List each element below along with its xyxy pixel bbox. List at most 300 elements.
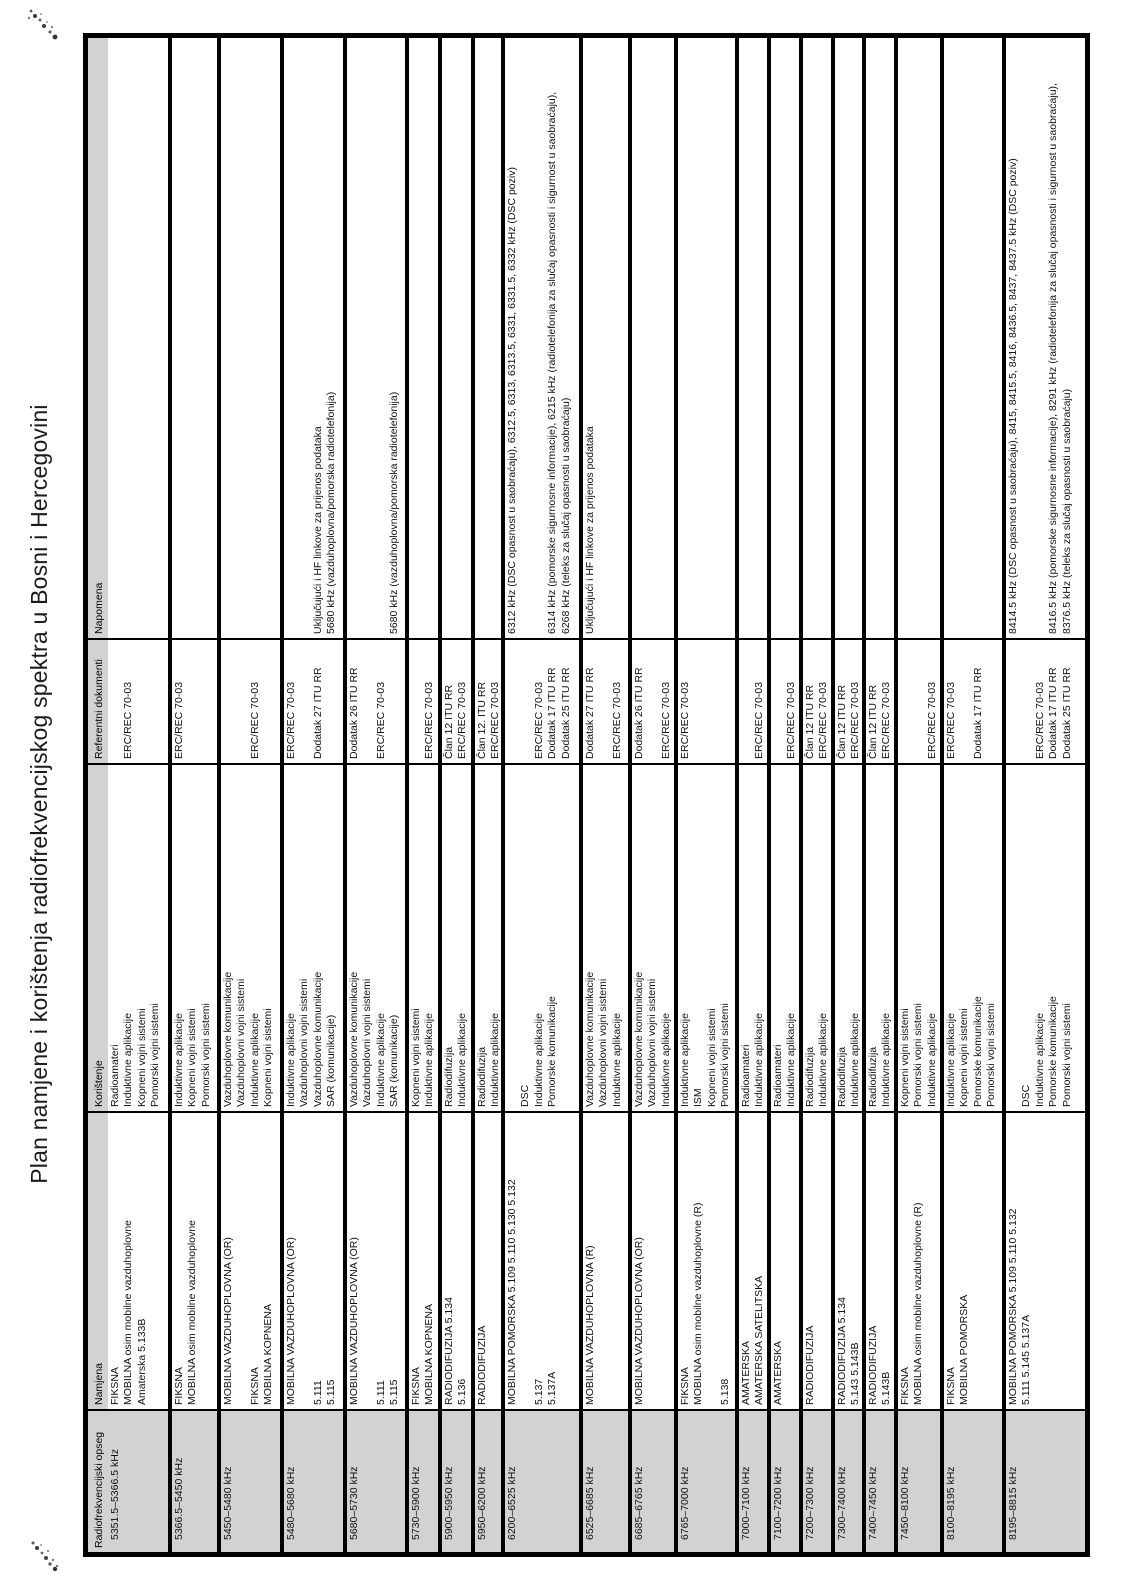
cell-text-line: 6312 kHz (DSC opasnost u saobraćaju), 6312.5, 6313, 6313.5, 6331, 6331.5, 6332 kHz (DSC poziv): [506, 167, 518, 634]
cell-frequency-range: [475, 1409, 501, 1552]
cell-text-line: ERC/REC 70-03: [285, 681, 297, 759]
cell-napomena: [1006, 38, 1085, 638]
cell-referentni-dokumenti: [771, 638, 799, 763]
cell-text-line: Induktivne aplikacije: [423, 1013, 436, 1107]
cell-referentni-dokumenti: [108, 638, 168, 763]
cell-text-line: [361, 640, 374, 759]
cell-text-line: ERC/REC 70-03: [1033, 681, 1046, 759]
cell-text-line: Induktivne aplikacije: [532, 1013, 545, 1107]
cell-text-line: Dodatak 26 ITU RR: [633, 667, 645, 759]
cell-frequency-range: [898, 1409, 940, 1552]
cell-text-line: 5.137: [532, 1378, 545, 1405]
cell-text-line: MOBILNA POMORSKA 5.109 5.110 5.130 5.132: [506, 1179, 518, 1405]
cell-text-line: Dodatak 17 ITU RR: [546, 667, 559, 759]
cell-text-line: [410, 640, 423, 759]
cell-text-line: 5.115: [388, 1379, 401, 1405]
cell-text-line: Radiodifuzija: [867, 1046, 879, 1107]
cell-text-line: Vazduhoplovni vojni sistemi: [235, 978, 248, 1107]
cell-text-line: 8414.5 kHz (DSC opasnost u saobraćaju), 8415, 8415.5, 8416, 8436.5, 8437, 8437.5 kHz (DSC poziv): [1007, 158, 1019, 634]
cell-namjena: [442, 1111, 471, 1409]
cell-text-line: [958, 640, 971, 759]
cell-text-line: Kopneni vojni sistemi: [186, 1008, 199, 1107]
cell-text-line: 5.111: [374, 1380, 387, 1405]
cell-napomena: [221, 38, 280, 638]
cell-frequency-range: [409, 1409, 438, 1552]
table-row: [438, 38, 471, 1552]
cell-text-line: RADIODIFUZIJA 5.134: [443, 1297, 455, 1405]
cell-text-line: Induktivne aplikacije: [679, 1013, 691, 1107]
cell-text-line: [519, 640, 532, 759]
cell-text-line: 6685–6765 kHz: [633, 1466, 645, 1540]
cell-text-line: [1020, 640, 1033, 759]
cell-text-line: ERC/REC 70-03: [817, 681, 830, 759]
cell-text-line: Dodatak 27 ITU RR: [311, 667, 324, 759]
cell-koristenje: [583, 763, 628, 1111]
cell-text-line: Pomorski vojni sistemi: [719, 1003, 732, 1107]
cell-namjena: [347, 1111, 405, 1409]
cell-text-line: MOBILNA KOPNENA: [262, 1304, 275, 1405]
cell-text-line: [285, 38, 298, 634]
cell-text-line: 5450–5480 kHz: [222, 1466, 234, 1540]
cell-frequency-range: [347, 1409, 405, 1552]
cell-namjena: [221, 1111, 280, 1409]
cell-text-line: 5.111: [311, 1380, 324, 1405]
cell-text-line: [298, 640, 311, 759]
cell-text-line: AMATERSKA: [740, 1341, 752, 1405]
cell-text-line: 5480–5680 kHz: [285, 1466, 297, 1540]
cell-frequency-range: [1006, 1409, 1085, 1552]
cell-koristenje: [347, 763, 405, 1111]
cell-namjena: [284, 1111, 343, 1409]
cell-koristenje: [1006, 763, 1085, 1111]
cell-text-line: Induktivne aplikacije: [880, 1013, 893, 1107]
cell-text-line: ERC/REC 70-03: [785, 681, 798, 759]
cell-text-line: 5.137A: [546, 1371, 559, 1405]
cell-referentni-dokumenti: [505, 638, 579, 763]
cell-text-line: FIKSNA: [410, 1367, 422, 1405]
cell-text-line: ERC/REC 70-03: [880, 681, 893, 759]
cell-text-line: Dodatak 25 ITU RR: [559, 667, 572, 759]
cell-text-line: Član 12 ITU RR: [867, 684, 879, 759]
cell-text-line: 8376.5 kHz (teleks za slučaj opasnosti u saobraćaju): [1060, 388, 1073, 634]
cell-text-line: Pomorski vojni sistemi: [149, 1003, 162, 1107]
cell-text-line: Induktivne aplikacije: [374, 1013, 387, 1107]
cell-koristenje: [284, 763, 343, 1111]
cell-text-line: FIKSNA: [899, 1367, 911, 1405]
cell-text-line: RADIODIFUZIJA: [804, 1325, 816, 1405]
cell-text-line: Pomorski vojni sistemi: [912, 1003, 925, 1107]
cell-text-line: ERC/REC 70-03: [945, 681, 957, 759]
cell-text-line: Radiodifuzija: [443, 1046, 455, 1107]
cell-text-line: 5.115: [325, 1379, 338, 1405]
cell-referentni-dokumenti: [835, 638, 862, 763]
cell-namjena: [632, 1111, 674, 1409]
cell-text-line: ERC/REC 70-03: [173, 681, 185, 759]
cell-namjena: [172, 1111, 217, 1409]
cell-referentni-dokumenti: [898, 638, 940, 763]
cell-text-line: [597, 640, 610, 759]
cell-text-line: RADIODIFUZIJA: [476, 1325, 488, 1405]
cell-text-line: 5.136: [456, 1378, 469, 1405]
cell-text-line: [506, 765, 519, 1107]
cell-text-line: Pomorski vojni sistemi: [199, 1003, 212, 1107]
cell-text-line: MOBILNA osim mobilne vazduhoplovne (R): [692, 1202, 705, 1405]
cell-text-line: MOBILNA VAZDUHOPLOVNA (OR): [285, 1237, 297, 1405]
cell-text-line: DSC: [1020, 1084, 1033, 1107]
table-row: [674, 38, 735, 1552]
cell-napomena: [475, 38, 501, 638]
cell-namjena: [583, 1111, 628, 1409]
cell-koristenje: [678, 763, 735, 1111]
cell-text-line: 5900–5950 kHz: [443, 1466, 455, 1540]
cell-text-line: Induktivne aplikacije: [285, 1013, 297, 1107]
cell-namjena: [409, 1111, 438, 1409]
table-row: [628, 38, 674, 1552]
cell-text-line: Induktivne aplikacije: [489, 1013, 502, 1107]
cell-text-line: AMATERSKA: [772, 1341, 784, 1405]
cell-koristenje: [475, 763, 501, 1111]
cell-text-line: [1020, 38, 1033, 634]
cell-text-line: ERC/REC 70-03: [456, 681, 469, 759]
cell-text-line: ERC/REC 70-03: [374, 681, 387, 759]
cell-text-line: Radioamateri: [740, 1044, 752, 1107]
header-namjena: Namjena: [88, 1111, 108, 1409]
table-row: [405, 38, 438, 1552]
cell-text-line: Induktivne aplikacije: [945, 1013, 957, 1107]
table-row: [894, 38, 940, 1552]
cell-text-line: ERC/REC 70-03: [679, 681, 691, 759]
cell-frequency-range: [505, 1409, 579, 1552]
cell-text-line: 6765–7000 kHz: [679, 1466, 691, 1540]
cell-text-line: AMATERSKA SATELITSKA: [753, 1275, 766, 1405]
table-row: [831, 38, 862, 1552]
cell-napomena: [409, 38, 438, 638]
cell-text-line: Kopneni vojni sistemi: [262, 1008, 275, 1107]
cell-frequency-range: [108, 1409, 168, 1552]
table-row: [343, 38, 405, 1552]
cell-koristenje: [108, 763, 168, 1111]
cell-napomena: [632, 38, 674, 638]
header-napomena: Napomena: [88, 38, 108, 638]
cell-text-line: 6200–6525 kHz: [506, 1466, 518, 1540]
cell-text-line: Pomorski vojni sistemi: [1060, 1003, 1073, 1107]
cell-text-line: 5.143 5.143B: [849, 1342, 862, 1405]
cell-namjena: [866, 1111, 894, 1409]
table-row: [940, 38, 1002, 1552]
cell-text-line: DSC: [519, 1084, 532, 1107]
cell-referentni-dokumenti: [284, 638, 343, 763]
cell-text-line: Radioamateri: [772, 1044, 784, 1107]
cell-text-line: Kopneni vojni sistemi: [958, 1008, 971, 1107]
cell-text-line: MOBILNA POMORSKA 5.109 5.110 5.132: [1007, 1208, 1019, 1405]
cell-text-line: Induktivne aplikacije: [248, 1013, 261, 1107]
cell-napomena: [108, 38, 168, 638]
cell-text-line: [235, 640, 248, 759]
cell-text-line: [222, 640, 235, 759]
cell-referentni-dokumenti: [442, 638, 471, 763]
cell-napomena: [771, 38, 799, 638]
cell-namjena: [1006, 1111, 1085, 1409]
cell-koristenje: [803, 763, 831, 1111]
cell-koristenje: [944, 763, 1002, 1111]
cell-text-line: Vazduhoplovne komunikacije: [584, 971, 596, 1107]
cell-napomena: [347, 38, 405, 638]
cell-text-line: Pomorske komunikacije: [971, 996, 984, 1107]
cell-text-line: Pomorske komunikacije: [546, 996, 559, 1107]
cell-koristenje: [898, 763, 940, 1111]
cell-text-line: 8195–8815 kHz: [1007, 1466, 1019, 1540]
cell-text-line: 5730–5900 kHz: [410, 1466, 422, 1540]
cell-referentni-dokumenti: [678, 638, 735, 763]
table-header-row: [88, 38, 108, 1552]
cell-text-line: Dodatak 17 ITU RR: [971, 667, 984, 759]
cell-frequency-range: [835, 1409, 862, 1552]
table-row: [280, 38, 343, 1552]
cell-frequency-range: [866, 1409, 894, 1552]
header-frequency-range: Radiofrekvencijski opseg: [88, 1409, 108, 1552]
header-koristenje: Korištenje: [88, 763, 108, 1111]
cell-frequency-range: [632, 1409, 674, 1552]
cell-referentni-dokumenti: [944, 638, 1002, 763]
cell-text-line: [646, 640, 659, 759]
cell-text-line: [298, 1113, 311, 1405]
cell-text-line: Uključujući i HF linkove za prijenos podataka: [584, 426, 596, 634]
cell-text-line: RADIODIFUZIJA 5.134: [836, 1297, 848, 1405]
cell-text-line: Induktivne aplikacije: [849, 1013, 862, 1107]
cell-text-line: [109, 640, 122, 759]
table-row: [862, 38, 894, 1552]
cell-text-line: Induktivne aplikacije: [1033, 1013, 1046, 1107]
cell-napomena: [944, 38, 1002, 638]
cell-text-line: Uključujući i HF linkove za prijenos podataka: [311, 426, 324, 634]
cell-koristenje: [632, 763, 674, 1111]
cell-referentni-dokumenti: [221, 638, 280, 763]
cell-text-line: ISM: [692, 1088, 705, 1107]
cell-frequency-range: [678, 1409, 735, 1552]
cell-text-line: MOBILNA osim mobilne vazduhoplovne: [122, 1219, 135, 1405]
cell-napomena: [284, 38, 343, 638]
cell-text-line: ERC/REC 70-03: [423, 681, 436, 759]
cell-text-line: FIKSNA: [109, 1367, 121, 1405]
cell-text-line: Dodatak 25 ITU RR: [1060, 667, 1073, 759]
cell-text-line: Amaterska 5.133B: [135, 1318, 148, 1405]
cell-text-line: 7300–7400 kHz: [836, 1466, 848, 1540]
cell-text-line: Induktivne aplikacije: [659, 1013, 672, 1107]
cell-text-line: SAR (komunikacije): [325, 1014, 338, 1107]
cell-text-line: 5680 kHz (vazduhoplovna/pomorska radiotelefonija): [325, 391, 338, 634]
cell-text-line: Induktivne aplikacije: [610, 1013, 623, 1107]
cell-text-line: ERC/REC 70-03: [489, 681, 502, 759]
cell-frequency-range: [583, 1409, 628, 1552]
cell-text-line: 8416.5 kHz (pomorske sigurnosne informacije), 8291 kHz (radiotelefonija za slučaj opasnosti i sigurnost u saobraćaju),: [1047, 83, 1060, 634]
cell-koristenje: [866, 763, 894, 1111]
cell-frequency-range: [284, 1409, 343, 1552]
cell-text-line: [912, 640, 925, 759]
cell-text-line: Radiodifuzija: [476, 1046, 488, 1107]
cell-text-line: Vazduhoplovne komunikacije: [348, 971, 360, 1107]
cell-koristenje: [442, 763, 471, 1111]
cell-text-line: MOBILNA VAZDUHOPLOVNA (OR): [633, 1237, 645, 1405]
cell-text-line: [706, 1113, 719, 1405]
cell-text-line: FIKSNA: [679, 1367, 691, 1405]
cell-referentni-dokumenti: [803, 638, 831, 763]
cell-text-line: Vazduhoplovne komunikacije: [222, 971, 234, 1107]
cell-text-line: [348, 38, 361, 634]
cell-referentni-dokumenti: [172, 638, 217, 763]
cell-text-line: ERC/REC 70-03: [610, 681, 623, 759]
cell-text-line: MOBILNA VAZDUHOPLOVNA (OR): [222, 1237, 234, 1405]
cell-text-line: 7100–7200 kHz: [772, 1466, 784, 1540]
table-row: [501, 38, 579, 1552]
cell-frequency-range: [221, 1409, 280, 1552]
cell-text-line: Član 12 ITU RR: [804, 684, 816, 759]
cell-text-line: Vazduhoplovni vojni sistemi: [597, 978, 610, 1107]
cell-referentni-dokumenti: [739, 638, 767, 763]
cell-namjena: [835, 1111, 862, 1409]
cell-koristenje: [172, 763, 217, 1111]
header-referentni-dokumenti: Referentni dokumenti: [88, 638, 108, 763]
cell-text-line: [899, 640, 912, 759]
cell-text-line: Vazduhoplovni vojni sistemi: [646, 978, 659, 1107]
cell-text-line: 5680 kHz (vazduhoplovna/pomorska radiotelefonija): [388, 391, 401, 634]
cell-namjena: [771, 1111, 799, 1409]
cell-text-line: ERC/REC 70-03: [122, 681, 135, 759]
cell-text-line: Radiodifuzija: [836, 1046, 848, 1107]
cell-text-line: [740, 640, 753, 759]
table-row: [108, 38, 168, 1552]
cell-napomena: [505, 38, 579, 638]
cell-namjena: [898, 1111, 940, 1409]
cell-text-line: MOBILNA KOPNENA: [423, 1304, 436, 1405]
cell-text-line: Vazduhoplovne komunikacije: [633, 971, 645, 1107]
cell-referentni-dokumenti: [1006, 638, 1085, 763]
cell-text-line: 6268 kHz (teleks za slučaj opasnosti u saobraćaju): [559, 397, 572, 634]
cell-referentni-dokumenti: [409, 638, 438, 763]
cell-frequency-range: [803, 1409, 831, 1552]
cell-koristenje: [505, 763, 579, 1111]
cell-text-line: Pomorski vojni sistemi: [985, 1003, 998, 1107]
cell-text-line: ERC/REC 70-03: [753, 681, 766, 759]
cell-text-line: MOBILNA VAZDUHOPLOVNA (OR): [348, 1237, 360, 1405]
cell-text-line: [506, 640, 519, 759]
table-row: [1002, 38, 1085, 1552]
cell-text-line: Dodatak 27 ITU RR: [584, 667, 596, 759]
cell-text-line: FIKSNA: [248, 1367, 261, 1405]
cell-text-line: [1007, 640, 1020, 759]
cell-koristenje: [835, 763, 862, 1111]
cell-text-line: ERC/REC 70-03: [925, 681, 938, 759]
cell-text-line: RADIODIFUZIJA: [867, 1325, 879, 1405]
cell-text-line: Induktivne aplikacije: [753, 1013, 766, 1107]
cell-text-line: [772, 640, 785, 759]
cell-text-line: ERC/REC 70-03: [248, 681, 261, 759]
cell-referentni-dokumenti: [866, 638, 894, 763]
cell-referentni-dokumenti: [475, 638, 501, 763]
cell-text-line: ERC/REC 70-03: [532, 681, 545, 759]
cell-text-line: [1034, 38, 1047, 634]
cell-referentni-dokumenti: [583, 638, 628, 763]
frequency-allocation-table: [83, 33, 1090, 1557]
cell-text-line: Član 12. ITU RR: [476, 681, 488, 759]
cell-text-line: [298, 38, 311, 634]
cell-text-line: 5.138: [719, 1378, 732, 1405]
cell-text-line: MOBILNA osim mobilne vazduhoplovne (R): [912, 1202, 925, 1405]
cell-text-line: 5.143B: [880, 1371, 893, 1405]
table-row: [579, 38, 628, 1552]
cell-namjena: [944, 1111, 1002, 1409]
cell-napomena: [678, 38, 735, 638]
cell-napomena: [172, 38, 217, 638]
cell-napomena: [583, 38, 628, 638]
table-row: [168, 38, 217, 1552]
cell-text-line: Pomorske komunikacije: [1047, 996, 1060, 1107]
cell-text-line: Vazduhoplovni vojni sistemi: [361, 978, 374, 1107]
cell-text-line: 6314 kHz (pomorske sigurnosne informacije), 6215 kHz (radiotelefonija za slučaj opasnosti i sigurnost u saobraćaju),: [546, 91, 559, 634]
table-body: [108, 38, 1085, 1552]
cell-text-line: FIKSNA: [945, 1367, 957, 1405]
cell-napomena: [866, 38, 894, 638]
table-row: [217, 38, 280, 1552]
cell-text-line: 5950–6200 kHz: [476, 1466, 488, 1540]
cell-namjena: [803, 1111, 831, 1409]
cell-text-line: Član 12 ITU RR: [443, 684, 455, 759]
cell-text-line: Član 12 ITU RR: [836, 684, 848, 759]
cell-text-line: MOBILNA VAZDUHOPLOVNA (R): [584, 1245, 596, 1405]
cell-text-line: ERC/REC 70-03: [849, 681, 862, 759]
cell-koristenje: [409, 763, 438, 1111]
cell-text-line: 5.111 5.145 5.137A: [1020, 1314, 1033, 1405]
cell-text-line: Dodatak 26 ITU RR: [348, 667, 360, 759]
cell-text-line: 7400–7450 kHz: [867, 1466, 879, 1540]
cell-frequency-range: [944, 1409, 1002, 1552]
cell-text-line: [235, 1113, 248, 1405]
cell-text-line: Vazduhoplovne komunikacije: [311, 971, 324, 1107]
table-row: [799, 38, 831, 1552]
cell-text-line: Dodatak 17 ITU RR: [1047, 667, 1060, 759]
cell-napomena: [803, 38, 831, 638]
cell-referentni-dokumenti: [632, 638, 674, 763]
cell-text-line: 8100–8195 kHz: [945, 1466, 957, 1540]
cell-text-line: 5366.5–5450 kHz: [173, 1457, 185, 1540]
cell-text-line: Kopneni vojni sistemi: [410, 1008, 422, 1107]
cell-frequency-range: [442, 1409, 471, 1552]
cell-text-line: 5351.5–5366.5 kHz: [109, 1448, 121, 1540]
cell-namjena: [108, 1111, 168, 1409]
cell-napomena: [898, 38, 940, 638]
table-row: [767, 38, 799, 1552]
cell-text-line: Induktivne aplikacije: [456, 1013, 469, 1107]
table-row: [471, 38, 501, 1552]
cell-namjena: [475, 1111, 501, 1409]
cell-text-line: ERC/REC 70-03: [659, 681, 672, 759]
cell-text-line: Induktivne aplikacije: [173, 1013, 185, 1107]
cell-frequency-range: [172, 1409, 217, 1552]
cell-referentni-dokumenti: [347, 638, 405, 763]
cell-text-line: Radiodifuzija: [804, 1046, 816, 1107]
cell-text-line: Vazduhoplovni vojni sistemi: [298, 978, 311, 1107]
cell-koristenje: [739, 763, 767, 1111]
cell-text-line: [533, 38, 546, 634]
cell-text-line: MOBILNA POMORSKA: [958, 1294, 971, 1405]
cell-text-line: FIKSNA: [173, 1367, 185, 1405]
cell-namjena: [678, 1111, 735, 1409]
cell-koristenje: [221, 763, 280, 1111]
cell-text-line: Kopneni vojni sistemi: [135, 1008, 148, 1107]
cell-frequency-range: [739, 1409, 767, 1552]
cell-text-line: 7450–8100 kHz: [899, 1466, 911, 1540]
cell-text-line: MOBILNA osim mobilne vazduhoplovne: [186, 1219, 199, 1405]
cell-text-line: Induktivne aplikacije: [785, 1013, 798, 1107]
